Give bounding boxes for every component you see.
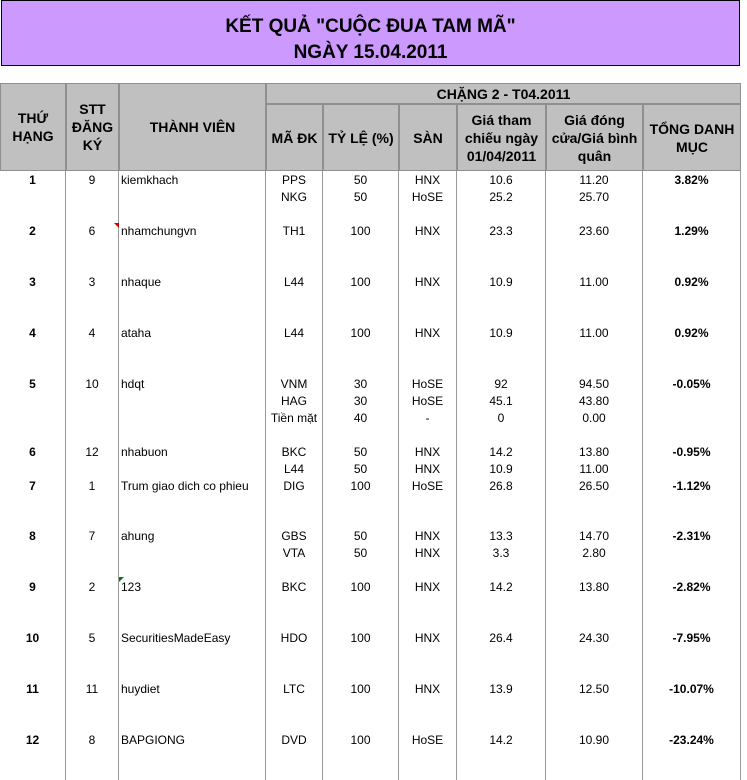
- ratio-cell[interactable]: 100: [350, 631, 371, 645]
- exchange-cell[interactable]: HNX: [414, 682, 441, 696]
- rank-cell[interactable]: 12: [25, 733, 40, 747]
- ratio-cell[interactable]: 50: [353, 546, 368, 560]
- total-cell[interactable]: -1.12%: [672, 479, 711, 493]
- exchange-cell[interactable]: HNX: [414, 529, 441, 543]
- close-price-cell[interactable]: 25.70: [578, 190, 610, 204]
- stock-code[interactable]: Tiền mặt: [270, 411, 318, 425]
- close-price-cell[interactable]: 11.00: [579, 326, 609, 340]
- stock-code[interactable]: HDO: [280, 631, 308, 645]
- close-price-cell[interactable]: 26.50: [578, 479, 610, 493]
- total-cell[interactable]: -0.95%: [672, 445, 711, 459]
- ref-price-cell[interactable]: 14.2: [489, 445, 513, 459]
- close-price-cell[interactable]: 14.70: [578, 529, 610, 543]
- ref-price-cell[interactable]: 13.9: [489, 682, 513, 696]
- ratio-cell[interactable]: 100: [350, 733, 371, 747]
- ref-price-cell[interactable]: 0: [497, 411, 505, 425]
- stock-code[interactable]: DIG: [283, 479, 305, 493]
- member-name[interactable]: hdqt: [121, 377, 145, 391]
- header-exchange[interactable]: SÀN: [399, 104, 457, 171]
- header-leg[interactable]: CHẶNG 2 - T04.2011: [266, 83, 741, 104]
- member-name[interactable]: 123: [121, 580, 142, 594]
- table-header: [0, 83, 741, 171]
- ref-price-cell[interactable]: 26.8: [489, 479, 513, 493]
- member-name[interactable]: SecuritiesMadeEasy: [121, 631, 231, 645]
- ref-price-cell[interactable]: 45.1: [489, 394, 513, 408]
- stock-code[interactable]: BKC: [281, 580, 307, 594]
- header-code[interactable]: MÃ ĐK: [266, 104, 323, 171]
- rank-cell[interactable]: 10: [25, 631, 40, 645]
- ratio-cell[interactable]: 50: [353, 445, 368, 459]
- stt-cell[interactable]: 5: [88, 631, 96, 645]
- ref-price-cell[interactable]: 3.3: [492, 546, 510, 560]
- total-cell[interactable]: -23.24%: [669, 733, 714, 747]
- ref-price-cell[interactable]: 14.2: [489, 580, 513, 594]
- rank-cell[interactable]: 3: [29, 275, 36, 289]
- results-table: [0, 171, 741, 780]
- stt-cell[interactable]: 4: [88, 326, 96, 340]
- exchange-cell[interactable]: HNX: [414, 546, 441, 560]
- close-price-cell[interactable]: 94.50: [578, 377, 610, 391]
- header-ratio[interactable]: TỶ LỆ (%): [323, 104, 399, 171]
- ref-price-cell[interactable]: 10.6: [489, 173, 513, 187]
- header-ref-price[interactable]: Giá tham chiếu ngày 01/04/2011: [457, 104, 546, 171]
- member-name[interactable]: kiemkhach: [121, 173, 179, 187]
- exchange-cell[interactable]: HNX: [414, 326, 441, 340]
- stock-code[interactable]: LTC: [283, 682, 305, 696]
- total-cell[interactable]: -2.82%: [672, 580, 711, 594]
- header-total[interactable]: TỔNG DANH MỤC: [643, 104, 741, 171]
- stt-cell[interactable]: 3: [88, 275, 96, 289]
- rank-cell[interactable]: 5: [29, 377, 36, 391]
- exchange-cell[interactable]: -: [425, 411, 430, 425]
- ref-price-cell[interactable]: 10.9: [489, 275, 513, 289]
- stock-code[interactable]: VNM: [280, 377, 308, 391]
- stock-code[interactable]: L44: [283, 462, 305, 476]
- close-price-cell[interactable]: 2.80: [582, 546, 606, 560]
- exchange-cell[interactable]: HNX: [414, 462, 441, 476]
- exchange-cell[interactable]: HNX: [414, 631, 441, 645]
- stt-cell[interactable]: 8: [88, 733, 96, 747]
- member-name[interactable]: BAPGIONG: [121, 733, 186, 747]
- stock-code[interactable]: HAG: [280, 394, 307, 408]
- total-cell[interactable]: -2.31%: [672, 529, 711, 543]
- header-rank[interactable]: THỨ HẠNG: [0, 83, 66, 171]
- close-price-cell[interactable]: 11.00: [579, 275, 609, 289]
- total-cell[interactable]: -10.07%: [669, 682, 714, 696]
- rank-cell[interactable]: 11: [26, 682, 39, 696]
- stock-code[interactable]: TH1: [282, 224, 306, 238]
- close-price-cell[interactable]: 10.90: [578, 733, 610, 747]
- ratio-cell[interactable]: 50: [353, 529, 368, 543]
- total-cell[interactable]: -7.95%: [672, 631, 711, 645]
- title-banner: [1, 0, 740, 66]
- stock-code[interactable]: PPS: [281, 173, 306, 187]
- report-date: NGÀY 15.04.2011: [293, 42, 448, 63]
- member-name[interactable]: nhaque: [121, 275, 162, 289]
- exchange-cell[interactable]: HoSE: [411, 479, 444, 493]
- ratio-cell[interactable]: 100: [350, 275, 371, 289]
- header-close-price[interactable]: Giá đóng cửa/Giá bình quân: [546, 104, 643, 171]
- ref-price-cell[interactable]: 10.9: [489, 326, 513, 340]
- total-cell[interactable]: 3.82%: [674, 173, 709, 187]
- ref-price-cell[interactable]: 10.9: [489, 462, 513, 476]
- ref-price-cell[interactable]: 26.4: [489, 631, 513, 645]
- close-price-cell[interactable]: 0.00: [582, 411, 606, 425]
- member-name[interactable]: Trum giao dich co phieu: [121, 479, 249, 493]
- column-divider: [740, 171, 741, 780]
- member-name[interactable]: nhamchungvn: [121, 224, 197, 238]
- rank-cell[interactable]: 7: [29, 479, 36, 493]
- close-price-cell[interactable]: 23.60: [578, 224, 610, 238]
- ref-price-cell[interactable]: 13.3: [489, 529, 513, 543]
- stock-code[interactable]: DVD: [281, 733, 307, 747]
- close-price-cell[interactable]: 12.50: [578, 682, 610, 696]
- close-price-cell[interactable]: 11.00: [579, 462, 609, 476]
- ref-price-cell[interactable]: 14.2: [489, 733, 513, 747]
- stt-cell[interactable]: 1: [88, 479, 96, 493]
- stt-cell[interactable]: 10: [85, 377, 99, 391]
- ratio-cell[interactable]: 40: [353, 411, 368, 425]
- rank-cell[interactable]: 1: [29, 173, 36, 187]
- ratio-cell[interactable]: 50: [353, 190, 368, 204]
- ref-price-cell[interactable]: 23.3: [489, 224, 513, 238]
- ratio-cell[interactable]: 100: [350, 682, 371, 696]
- stock-code[interactable]: BKC: [281, 445, 307, 459]
- member-name[interactable]: ataha: [121, 326, 152, 340]
- rank-cell[interactable]: 4: [29, 326, 36, 340]
- total-cell[interactable]: 0.92%: [674, 275, 709, 289]
- stock-code[interactable]: NKG: [280, 190, 307, 204]
- rank-cell[interactable]: 9: [29, 580, 36, 594]
- close-price-cell[interactable]: 13.80: [578, 580, 610, 594]
- ratio-cell[interactable]: 100: [350, 326, 371, 340]
- total-cell[interactable]: -0.05%: [672, 377, 711, 391]
- stt-cell[interactable]: 2: [88, 580, 96, 594]
- member-name[interactable]: huydiet: [121, 682, 160, 696]
- exchange-cell[interactable]: HNX: [414, 173, 441, 187]
- stt-cell[interactable]: 6: [88, 224, 96, 238]
- report-title: KẾT QUẢ "CUỘC ĐUA TAM MÃ": [225, 16, 516, 37]
- exchange-cell[interactable]: HNX: [414, 445, 441, 459]
- close-price-cell[interactable]: 24.30: [578, 631, 610, 645]
- ratio-cell[interactable]: 30: [353, 394, 368, 408]
- member-name[interactable]: nhabuon: [121, 445, 168, 459]
- ratio-cell[interactable]: 50: [353, 462, 368, 476]
- stt-cell[interactable]: 11: [85, 682, 99, 696]
- exchange-cell[interactable]: HoSE: [411, 190, 444, 204]
- exchange-cell[interactable]: HoSE: [411, 733, 444, 747]
- member-name[interactable]: ahung: [121, 529, 155, 543]
- ratio-cell[interactable]: 100: [350, 224, 371, 238]
- stock-code[interactable]: L44: [283, 326, 305, 340]
- exchange-cell[interactable]: HNX: [414, 224, 441, 238]
- stock-code[interactable]: GBS: [281, 529, 307, 543]
- rank-cell[interactable]: 8: [29, 529, 36, 543]
- total-cell[interactable]: 0.92%: [674, 326, 709, 340]
- exchange-cell[interactable]: HNX: [414, 275, 441, 289]
- exchange-cell[interactable]: HNX: [414, 580, 441, 594]
- ref-price-cell[interactable]: 25.2: [489, 190, 513, 204]
- ratio-cell[interactable]: 50: [353, 173, 368, 187]
- exchange-cell[interactable]: HoSE: [411, 377, 444, 391]
- ref-price-cell[interactable]: 92: [494, 377, 508, 391]
- header-member[interactable]: THÀNH VIÊN: [119, 83, 266, 171]
- ratio-cell[interactable]: 30: [353, 377, 368, 391]
- stock-code[interactable]: L44: [283, 275, 305, 289]
- total-cell[interactable]: 1.29%: [674, 224, 709, 238]
- close-price-cell[interactable]: 13.80: [578, 445, 610, 459]
- stt-cell[interactable]: 12: [85, 445, 99, 459]
- close-price-cell[interactable]: 43.80: [578, 394, 610, 408]
- header-stt[interactable]: STT ĐĂNG KÝ: [66, 83, 119, 171]
- ratio-cell[interactable]: 100: [350, 479, 371, 493]
- column-divider: [118, 171, 119, 780]
- ratio-cell[interactable]: 100: [350, 580, 371, 594]
- rank-cell[interactable]: 2: [29, 224, 36, 238]
- exchange-cell[interactable]: HoSE: [411, 394, 444, 408]
- stt-cell[interactable]: 9: [88, 173, 96, 187]
- close-price-cell[interactable]: 11.20: [579, 173, 609, 187]
- rank-cell[interactable]: 6: [29, 445, 36, 459]
- stock-code[interactable]: VTA: [282, 546, 306, 560]
- stt-cell[interactable]: 7: [88, 529, 96, 543]
